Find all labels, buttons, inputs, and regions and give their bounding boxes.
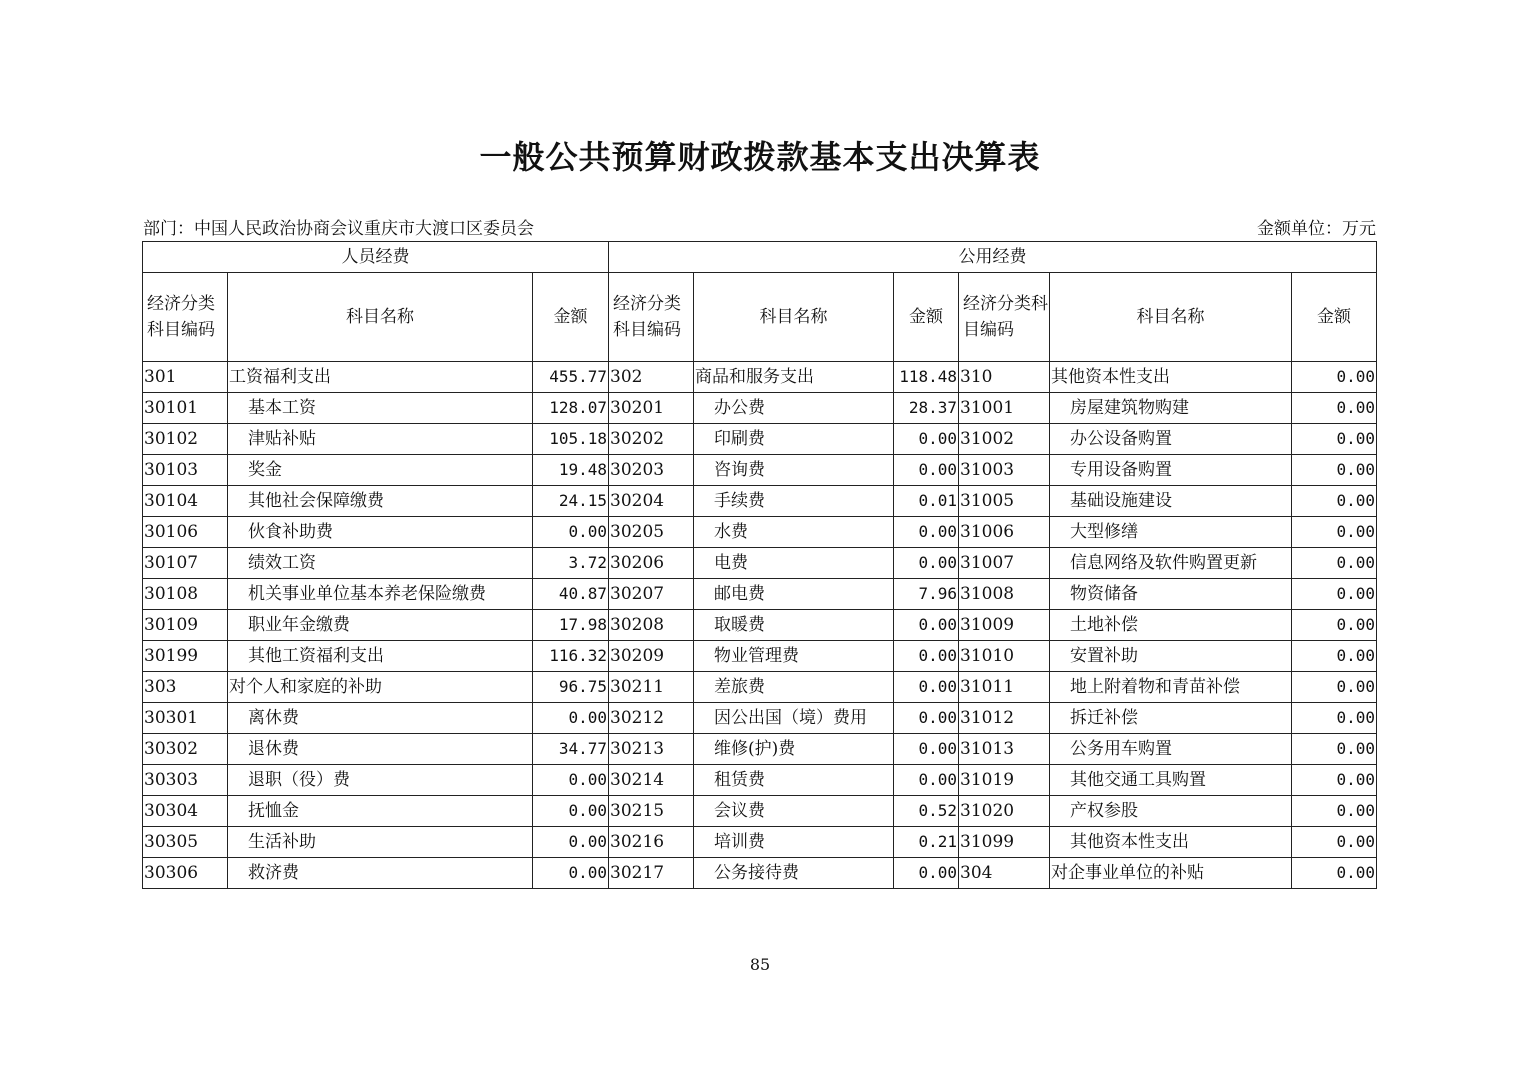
item-code: 30199 (143, 641, 228, 672)
table-meta (143, 214, 1376, 240)
item-code: 30102 (143, 424, 228, 455)
table-row (143, 455, 1377, 486)
item-code: 30217 (609, 858, 694, 889)
item-amount: 0.00 (894, 765, 959, 796)
item-name: 抚恤金 (228, 796, 533, 827)
item-code: 30103 (143, 455, 228, 486)
group-header-row (143, 242, 1377, 273)
item-name: 退职（役）费 (228, 765, 533, 796)
item-amount: 105.18 (533, 424, 609, 455)
item-name: 专用设备购置 (1050, 455, 1292, 486)
item-name: 维修(护)费 (694, 734, 894, 765)
item-name: 生活补助 (228, 827, 533, 858)
item-name: 手续费 (694, 486, 894, 517)
item-amount: 0.00 (533, 765, 609, 796)
item-amount: 0.00 (894, 672, 959, 703)
item-code: 303 (143, 672, 228, 703)
item-amount: 455.77 (533, 362, 609, 393)
header-name: 科目名称 (694, 273, 894, 362)
item-code: 30101 (143, 393, 228, 424)
item-amount: 0.00 (533, 703, 609, 734)
item-amount: 7.96 (894, 579, 959, 610)
item-code: 30211 (609, 672, 694, 703)
item-code: 31011 (959, 672, 1050, 703)
item-name: 公务用车购置 (1050, 734, 1292, 765)
item-code: 30305 (143, 827, 228, 858)
item-name: 职业年金缴费 (228, 610, 533, 641)
group-personnel: 人员经费 (143, 242, 609, 273)
item-code: 31010 (959, 641, 1050, 672)
item-amount: 0.00 (894, 703, 959, 734)
item-name: 房屋建筑物购建 (1050, 393, 1292, 424)
item-code: 31002 (959, 424, 1050, 455)
item-code: 30108 (143, 579, 228, 610)
item-name: 咨询费 (694, 455, 894, 486)
item-code: 30204 (609, 486, 694, 517)
item-name: 津贴补贴 (228, 424, 533, 455)
table-row (143, 796, 1377, 827)
header-amount: 金额 (1292, 273, 1377, 362)
item-code: 30203 (609, 455, 694, 486)
item-code: 30107 (143, 548, 228, 579)
item-code: 30206 (609, 548, 694, 579)
item-code: 30207 (609, 579, 694, 610)
item-code: 31019 (959, 765, 1050, 796)
item-amount: 0.00 (1292, 765, 1377, 796)
item-name: 退休费 (228, 734, 533, 765)
item-code: 31013 (959, 734, 1050, 765)
item-name: 邮电费 (694, 579, 894, 610)
item-name: 物业管理费 (694, 641, 894, 672)
item-amount: 0.00 (1292, 393, 1377, 424)
header-amount: 金额 (894, 273, 959, 362)
item-code: 30106 (143, 517, 228, 548)
item-code: 30209 (609, 641, 694, 672)
item-name: 基本工资 (228, 393, 533, 424)
department-label: 部门：中国人民政治协商会议重庆市大渡口区委员会 (143, 219, 534, 239)
item-amount: 0.00 (533, 796, 609, 827)
table-row (143, 610, 1377, 641)
expenditure-table (142, 241, 1377, 889)
item-amount: 0.00 (1292, 424, 1377, 455)
item-amount: 0.00 (533, 517, 609, 548)
item-amount: 0.00 (1292, 362, 1377, 393)
item-amount: 0.00 (894, 610, 959, 641)
item-code: 301 (143, 362, 228, 393)
item-amount: 0.00 (1292, 827, 1377, 858)
table-row (143, 517, 1377, 548)
item-code: 30213 (609, 734, 694, 765)
item-name: 地上附着物和青苗补偿 (1050, 672, 1292, 703)
item-amount: 0.00 (1292, 610, 1377, 641)
item-amount: 0.00 (894, 548, 959, 579)
item-name: 拆迁补偿 (1050, 703, 1292, 734)
item-amount: 0.00 (1292, 455, 1377, 486)
header-code: 经济分类科目编码 (609, 273, 694, 362)
item-amount: 0.00 (894, 517, 959, 548)
item-code: 304 (959, 858, 1050, 889)
item-name: 会议费 (694, 796, 894, 827)
item-code: 31006 (959, 517, 1050, 548)
item-amount: 3.72 (533, 548, 609, 579)
item-name: 差旅费 (694, 672, 894, 703)
table-row (143, 424, 1377, 455)
item-amount: 0.00 (1292, 548, 1377, 579)
item-amount: 118.48 (894, 362, 959, 393)
item-amount: 0.00 (1292, 486, 1377, 517)
item-name: 租赁费 (694, 765, 894, 796)
item-amount: 0.00 (1292, 672, 1377, 703)
table-row (143, 703, 1377, 734)
item-name: 伙食补助费 (228, 517, 533, 548)
item-amount: 40.87 (533, 579, 609, 610)
item-name: 产权参股 (1050, 796, 1292, 827)
item-name: 因公出国（境）费用 (694, 703, 894, 734)
header-name: 科目名称 (1050, 273, 1292, 362)
item-amount: 0.00 (1292, 734, 1377, 765)
table-row (143, 486, 1377, 517)
header-code: 经济分类科目编码 (143, 273, 228, 362)
item-amount: 24.15 (533, 486, 609, 517)
item-amount: 0.00 (533, 827, 609, 858)
table-row (143, 827, 1377, 858)
item-amount: 96.75 (533, 672, 609, 703)
table-row (143, 641, 1377, 672)
item-amount: 0.00 (894, 424, 959, 455)
item-amount: 0.00 (894, 734, 959, 765)
item-name: 公务接待费 (694, 858, 894, 889)
item-code: 31008 (959, 579, 1050, 610)
table-row (143, 765, 1377, 796)
item-amount: 0.00 (894, 858, 959, 889)
item-name: 奖金 (228, 455, 533, 486)
item-amount: 0.00 (1292, 641, 1377, 672)
item-amount: 17.98 (533, 610, 609, 641)
item-code: 30306 (143, 858, 228, 889)
item-code: 310 (959, 362, 1050, 393)
item-amount: 0.00 (1292, 703, 1377, 734)
item-name: 其他资本性支出 (1050, 362, 1292, 393)
item-code: 30202 (609, 424, 694, 455)
item-name: 救济费 (228, 858, 533, 889)
table-row (143, 734, 1377, 765)
amount-unit-label: 金额单位：万元 (1257, 219, 1376, 239)
item-name: 大型修缮 (1050, 517, 1292, 548)
item-code: 30216 (609, 827, 694, 858)
page-number: 85 (749, 955, 771, 974)
item-amount: 19.48 (533, 455, 609, 486)
item-amount: 0.00 (894, 455, 959, 486)
item-amount: 34.77 (533, 734, 609, 765)
item-code: 30104 (143, 486, 228, 517)
item-code: 30215 (609, 796, 694, 827)
item-amount: 0.00 (1292, 858, 1377, 889)
item-amount: 0.00 (1292, 796, 1377, 827)
item-name: 水费 (694, 517, 894, 548)
item-name: 印刷费 (694, 424, 894, 455)
table-row (143, 858, 1377, 889)
item-name: 土地补偿 (1050, 610, 1292, 641)
item-name: 其他社会保障缴费 (228, 486, 533, 517)
item-amount: 0.00 (1292, 579, 1377, 610)
item-code: 30304 (143, 796, 228, 827)
item-name: 对企事业单位的补贴 (1050, 858, 1292, 889)
item-code: 31012 (959, 703, 1050, 734)
table-row (143, 548, 1377, 579)
item-name: 绩效工资 (228, 548, 533, 579)
item-code: 30208 (609, 610, 694, 641)
item-amount: 0.01 (894, 486, 959, 517)
header-code: 经济分类科目编码 (959, 273, 1050, 362)
item-amount: 28.37 (894, 393, 959, 424)
header-amount: 金额 (533, 273, 609, 362)
item-name: 其他资本性支出 (1050, 827, 1292, 858)
item-amount: 128.07 (533, 393, 609, 424)
item-name: 商品和服务支出 (694, 362, 894, 393)
item-name: 对个人和家庭的补助 (228, 672, 533, 703)
item-amount: 0.21 (894, 827, 959, 858)
item-code: 30205 (609, 517, 694, 548)
item-amount: 0.00 (533, 858, 609, 889)
item-amount: 0.00 (894, 641, 959, 672)
item-code: 302 (609, 362, 694, 393)
item-amount: 0.00 (1292, 517, 1377, 548)
header-name: 科目名称 (228, 273, 533, 362)
item-amount: 116.32 (533, 641, 609, 672)
table-row (143, 362, 1377, 393)
item-name: 办公设备购置 (1050, 424, 1292, 455)
item-name: 基础设施建设 (1050, 486, 1292, 517)
item-name: 电费 (694, 548, 894, 579)
item-code: 30302 (143, 734, 228, 765)
item-code: 30214 (609, 765, 694, 796)
item-code: 31099 (959, 827, 1050, 858)
item-name: 信息网络及软件购置更新 (1050, 548, 1292, 579)
table-row (143, 393, 1377, 424)
item-name: 工资福利支出 (228, 362, 533, 393)
item-code: 31009 (959, 610, 1050, 641)
item-amount: 0.52 (894, 796, 959, 827)
item-name: 离休费 (228, 703, 533, 734)
item-name: 机关事业单位基本养老保险缴费 (228, 579, 533, 610)
item-code: 31007 (959, 548, 1050, 579)
item-name: 其他工资福利支出 (228, 641, 533, 672)
item-code: 31005 (959, 486, 1050, 517)
item-name: 办公费 (694, 393, 894, 424)
item-name: 取暖费 (694, 610, 894, 641)
item-name: 安置补助 (1050, 641, 1292, 672)
item-code: 30212 (609, 703, 694, 734)
item-code: 30109 (143, 610, 228, 641)
item-code: 31020 (959, 796, 1050, 827)
item-code: 31003 (959, 455, 1050, 486)
column-header-row (143, 273, 1377, 362)
item-code: 30201 (609, 393, 694, 424)
table-row (143, 579, 1377, 610)
item-name: 物资储备 (1050, 579, 1292, 610)
table-row (143, 672, 1377, 703)
item-name: 其他交通工具购置 (1050, 765, 1292, 796)
item-code: 30301 (143, 703, 228, 734)
group-public: 公用经费 (609, 242, 1377, 273)
item-name: 培训费 (694, 827, 894, 858)
item-code: 31001 (959, 393, 1050, 424)
item-code: 30303 (143, 765, 228, 796)
page-title: 一般公共预算财政拨款基本支出决算表 (479, 138, 1041, 176)
